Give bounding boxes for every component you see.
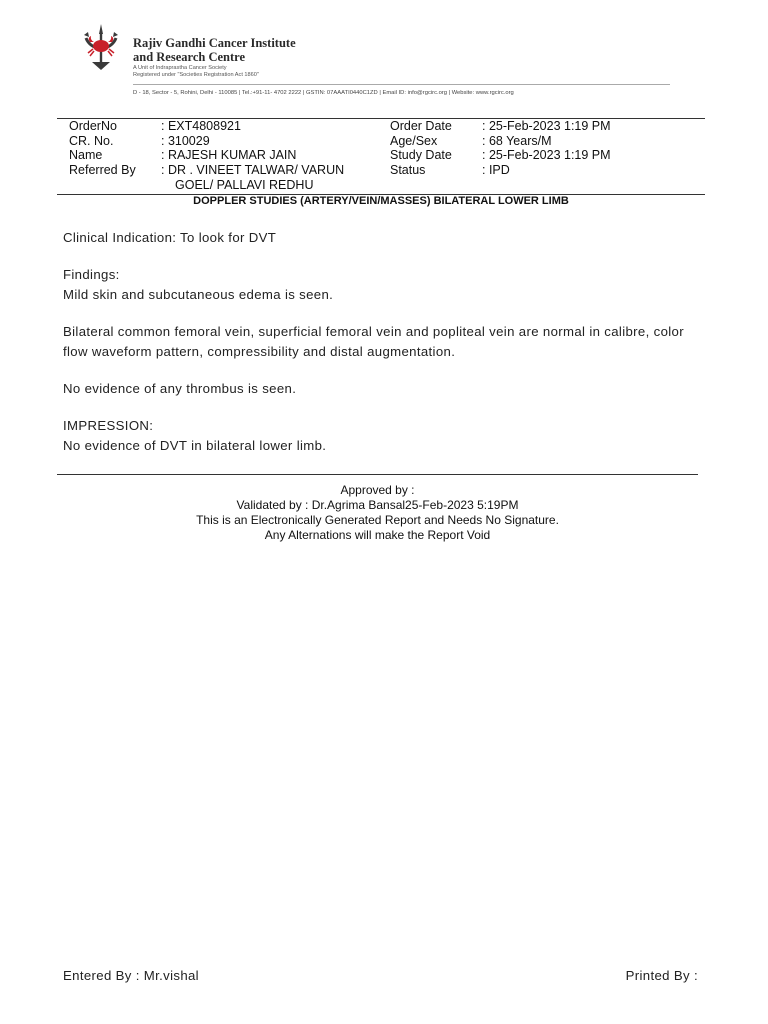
electronic-note: This is an Electronically Generated Report and Needs No Signature. <box>196 513 559 527</box>
finding-3: No evidence of any thrombus is seen. <box>63 381 297 396</box>
institute-name <box>133 36 296 64</box>
finding-2-line1: Bilateral common femoral vein, superficial femoral vein and popliteal vein are normal in calibre, color <box>63 324 684 339</box>
finding-2-line2: flow waveform pattern, compressibility and distal augmentation. <box>63 344 456 359</box>
institute-subtitle <box>133 65 259 79</box>
institute-name-line1: Rajiv Gandhi Cancer Institute <box>133 36 296 50</box>
report-title: DOPPLER STUDIES (ARTERY/VEIN/MASSES) BILATERAL LOWER LIMB <box>193 195 569 207</box>
crab-emblem-icon <box>78 22 124 74</box>
approved-by: Approved by : <box>340 483 415 497</box>
institute-sub-line1: A Unit of Indraprastha Cancer Society <box>133 65 227 71</box>
institute-sub-line2: Registered under "Societies Registration Act 1860" <box>133 72 259 78</box>
status-value: : IPD <box>482 163 510 177</box>
referred-by-line2: GOEL/ PALLAVI REDHU <box>175 177 314 192</box>
referred-by-value <box>161 163 361 192</box>
cr-no-label: CR. No. <box>69 134 114 148</box>
study-date-label: Study Date <box>390 148 452 162</box>
order-no-label: OrderNo <box>69 119 117 133</box>
age-sex-label: Age/Sex <box>390 134 438 148</box>
order-no-value: : EXT4808921 <box>161 119 241 133</box>
institute-address: D - 18, Sector - 5, Rohini, Delhi - 110085 | Tel.:+91-11- 4702 2222 | GSTIN: 07AAATI0440C1ZD | Email ID: info@rgcirc.org | Website: www.rgcirc.org <box>133 90 514 96</box>
finding-1: Mild skin and subcutaneous edema is seen. <box>63 287 334 302</box>
order-date-value: : 25-Feb-2023 1:19 PM <box>482 119 611 133</box>
institute-name-line2: and Research Centre <box>133 50 246 64</box>
study-date-value: : 25-Feb-2023 1:19 PM <box>482 148 611 162</box>
report-bottom-rule <box>57 474 698 475</box>
institute-logo <box>78 22 124 74</box>
referred-by-label: Referred By <box>69 163 136 177</box>
impression-text: No evidence of DVT in bilateral lower limb. <box>63 438 327 453</box>
impression-heading: IMPRESSION: <box>63 418 154 433</box>
printed-by: Printed By : <box>625 968 698 983</box>
status-label: Status <box>390 163 426 177</box>
clinical-indication: Clinical Indication: To look for DVT <box>63 230 277 245</box>
findings-heading: Findings: <box>63 267 120 282</box>
name-value: : RAJESH KUMAR JAIN <box>161 148 297 162</box>
entered-by: Entered By : Mr.vishal <box>63 968 199 983</box>
referred-by-line1: : DR . VINEET TALWAR/ VARUN <box>161 163 345 177</box>
approval-block <box>57 483 698 543</box>
name-label: Name <box>69 148 103 162</box>
void-note: Any Alternations will make the Report Void <box>264 528 491 542</box>
age-sex-value: : 68 Years/M <box>482 134 552 148</box>
validated-by: Validated by : Dr.Agrima Bansal25-Feb-2023 5:19PM <box>236 498 519 512</box>
header-divider <box>133 84 670 85</box>
cr-no-value: : 310029 <box>161 134 210 148</box>
order-date-label: Order Date <box>390 119 452 133</box>
